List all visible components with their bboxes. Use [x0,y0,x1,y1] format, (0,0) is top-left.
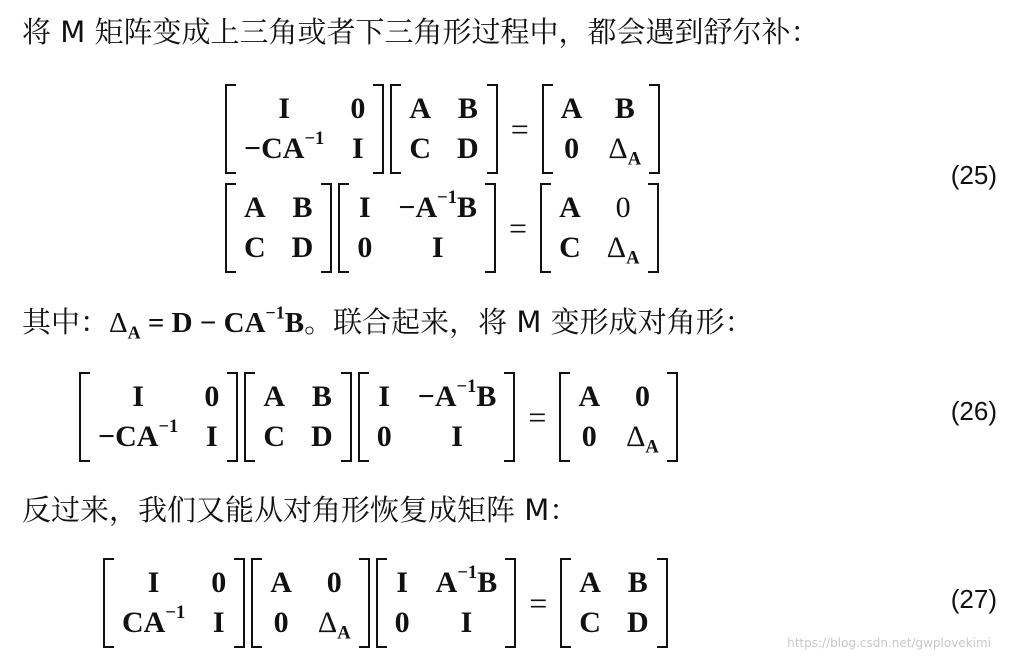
matrix-cell: $\Delta_A$ [317,606,351,644]
matrix-cell: $CA^{-1}$ [122,602,186,639]
matrix-cell: B [292,191,313,224]
matrix-cell: $\Delta_A$ [606,231,640,269]
reverse-text-line: 反过来，我们又能从对角形恢复成矩阵 M： [22,493,579,527]
matrix-cell: 0 [273,606,289,639]
matrix-cell: 0 [564,132,580,165]
matrix-cell: 0 [350,92,366,125]
matrix-cell: I [212,606,225,639]
schur-definition-line: 其中：$\Delta_A = D - CA^{-1}B$。联合起来，将 M 变形成对角形： [22,302,754,343]
matrix-cell: A [244,191,266,224]
equation-27 [100,558,671,648]
equation-25-row-1 [222,84,663,174]
matrix-cell: 0 [357,231,373,264]
matrix-cell: $-CA^{-1}$ [244,128,325,165]
matrix-cell: I [460,606,473,639]
intro-text-line: 将 M 矩阵变成上三角或者下三角形过程中，都会遇到舒尔补： [22,15,820,49]
matrix-cell: $-A^{-1}B$ [398,187,478,224]
matrix-cell: B [311,380,332,413]
matrix-cell: C [579,606,601,639]
watermark: https://blog.csdn.net/gwplovekimi [787,636,991,650]
matrix-cell: 0 [376,420,392,453]
matrix-cell: $\Delta_A$ [608,132,642,170]
matrix-cell: $-A^{-1}B$ [417,376,497,413]
matrix [244,372,351,462]
matrix-cell: I [278,92,291,125]
matrix-cell: D [626,606,649,639]
matrix-cell: 0 [326,566,342,599]
matrix-cell: I [359,191,371,224]
matrix-cell: $A^{-1}B$ [435,562,498,599]
matrix-cell: D [291,231,314,264]
matrix-cell: 0 [581,420,597,453]
matrix-cell: C [244,231,266,264]
equation-number: (26) [950,396,997,426]
matrix-cell: I [147,566,160,599]
equals-sign: = [528,398,547,435]
matrix-cell: D [311,420,333,453]
matrix-cell: I [132,380,145,413]
matrix-cell: 0 [615,191,631,224]
matrix-cell: 0 [211,566,227,599]
matrix-cell: A [559,191,581,224]
matrix-cell: 0 [204,380,220,413]
matrix-cell: B [614,92,635,125]
matrix-cell: C [263,420,286,453]
matrix-cell: A [578,380,601,413]
matrix [103,558,245,648]
matrix [540,183,658,273]
matrix [358,372,516,462]
matrix [251,558,369,648]
matrix-cell: C [559,231,581,264]
matrix [390,84,497,174]
equals-sign: = [529,584,548,621]
matrix-cell: $\Delta_A$ [626,420,659,458]
matrix [560,558,667,648]
matrix-cell: C [409,132,432,165]
matrix-cell: I [206,420,218,453]
matrix [225,183,332,273]
matrix-cell: A [270,566,292,599]
matrix-cell: 0 [394,606,410,639]
matrix-cell: B [457,92,478,125]
matrix [225,84,384,174]
matrix-cell: I [451,420,463,453]
equation-number: (27) [950,584,997,614]
matrix-cell: A [409,92,432,125]
matrix [338,183,496,273]
matrix-cell: A [263,380,286,413]
matrix-cell: A [579,566,601,599]
matrix-cell: A [560,92,583,125]
matrix-cell: I [352,132,364,165]
equals-sign: = [510,110,529,147]
matrix-cell: 0 [634,380,650,413]
matrix-cell: B [627,566,648,599]
equation-26 [76,372,681,462]
matrix [79,372,238,462]
matrix [376,558,517,648]
matrix [542,84,660,174]
matrix-cell: I [431,231,444,264]
equation-number: (25) [950,160,997,190]
equals-sign: = [509,209,528,246]
matrix-cell: D [457,132,479,165]
matrix-cell: I [378,380,391,413]
matrix-cell: $-CA^{-1}$ [98,416,179,453]
matrix [559,372,677,462]
equation-25-row-2 [222,183,662,273]
matrix-cell: I [396,566,408,599]
